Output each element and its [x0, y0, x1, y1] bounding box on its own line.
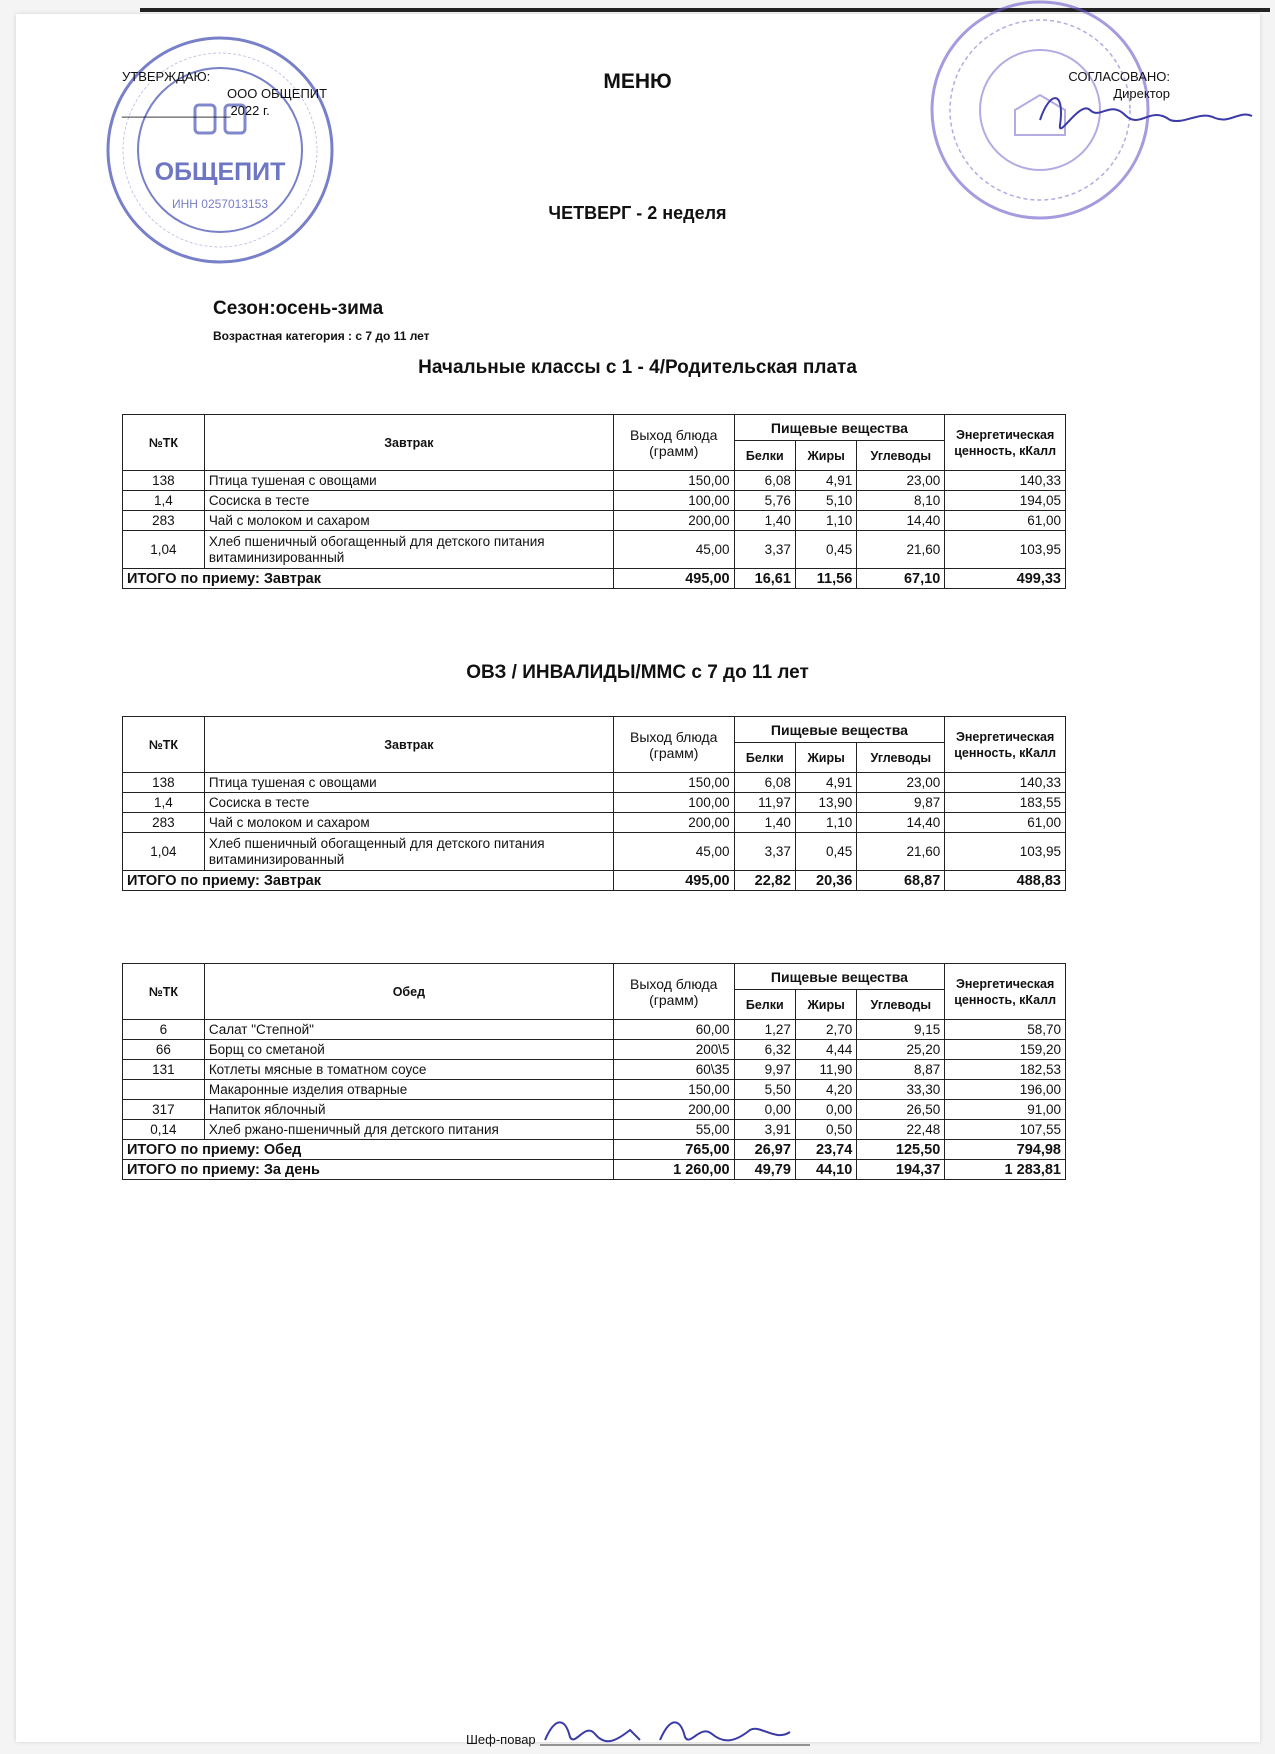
table-row: 0,14 Хлеб ржано-пшеничный для детского питания 55,00 3,91 0,50 22,48 107,55 — [123, 1120, 1066, 1140]
table-row: 317 Напиток яблочный 200,00 0,00 0,00 26,50 91,00 — [123, 1100, 1066, 1120]
table-row: 283 Чай с молоком и сахаром 200,00 1,40 1,10 14,40 61,00 — [123, 813, 1066, 833]
col-fat: Жиры — [795, 743, 856, 773]
table-row: 1,04 Хлеб пшеничный обогащенный для детского питания витаминизированный 45,00 3,37 0,45 21,60 103,95 — [123, 833, 1066, 871]
col-code: №ТК — [123, 717, 205, 773]
table-row: 1,4 Сосиска в тесте 100,00 5,76 5,10 8,10 194,05 — [123, 491, 1066, 511]
col-energy: Энергетическая ценность, кКалл — [945, 964, 1066, 1020]
col-energy: Энергетическая ценность, кКалл — [945, 415, 1066, 471]
col-nutrients: Пищевые вещества — [734, 717, 945, 743]
meal-title: Завтрак — [204, 717, 613, 773]
approve-date: _______________2022 г. — [122, 103, 270, 118]
menu-table-primary — [122, 414, 1066, 589]
col-protein: Белки — [734, 441, 795, 471]
page-title: МЕНЮ — [603, 70, 672, 93]
menu-table-special — [122, 716, 1066, 891]
stamp-inn: ИНН 0257013153 — [171, 197, 269, 211]
table-row: 138 Птица тушеная с овощами 150,00 6,08 4,91 23,00 140,33 — [123, 773, 1066, 793]
stamp-brand: ОБЩЕПИТ — [154, 158, 286, 186]
col-code: №ТК — [123, 415, 205, 471]
col-protein: Белки — [734, 990, 795, 1020]
day-title: ЧЕТВЕРГ - 2 неделя — [548, 203, 727, 223]
age-category: Возрастная категория : с 7 до 11 лет — [213, 329, 430, 343]
chef-signature — [540, 1712, 840, 1750]
col-carbs: Углеводы — [857, 441, 945, 471]
table-row: Макаронные изделия отварные 150,00 5,50 4,20 33,30 196,00 — [123, 1080, 1066, 1100]
section1-title: Начальные классы с 1 - 4/Родительская плата — [418, 357, 857, 378]
col-fat: Жиры — [795, 441, 856, 471]
table-row: 131 Котлеты мясные в томатном соусе 60\35 9,97 11,90 8,87 182,53 — [123, 1060, 1066, 1080]
total-row: ИТОГО по приему: Обед 765,00 26,97 23,74 125,50 794,98 — [123, 1140, 1066, 1160]
col-carbs: Углеводы — [857, 990, 945, 1020]
col-fat: Жиры — [795, 990, 856, 1020]
col-nutrients: Пищевые вещества — [734, 964, 945, 990]
table-row: 1,04 Хлеб пшеничный обогащенный для детского питания витаминизированный 45,00 3,37 0,45 21,60 103,95 — [123, 531, 1066, 569]
total-row: ИТОГО по приему: Завтрак 495,00 22,82 20,36 68,87 488,83 — [123, 871, 1066, 891]
company-stamp — [100, 30, 340, 270]
table-row: 138 Птица тушеная с овощами 150,00 6,08 4,91 23,00 140,33 — [123, 471, 1066, 491]
table-row: 6 Салат "Степной" 60,00 1,27 2,70 9,15 58,70 — [123, 1020, 1066, 1040]
col-yield: Выход блюда (грамм) — [613, 717, 734, 773]
menu-table-lunch — [122, 963, 1066, 1180]
table-row: 283 Чай с молоком и сахаром 200,00 1,40 1,10 14,40 61,00 — [123, 511, 1066, 531]
col-carbs: Углеводы — [857, 743, 945, 773]
col-yield: Выход блюда (грамм) — [613, 415, 734, 471]
col-code: №ТК — [123, 964, 205, 1020]
meal-title: Завтрак — [204, 415, 613, 471]
approve-label: УТВЕРЖДАЮ: — [122, 69, 211, 84]
day-total-row: ИТОГО по приему: За день 1 260,00 49,79 44,10 194,37 1 283,81 — [123, 1160, 1066, 1180]
table-row: 66 Борщ со сметаной 200\5 6,32 4,44 25,20 159,20 — [123, 1040, 1066, 1060]
chef-label: Шеф-повар — [466, 1732, 536, 1747]
col-nutrients: Пищевые вещества — [734, 415, 945, 441]
scan-edge — [140, 8, 1270, 12]
col-yield: Выход блюда (грамм) — [613, 964, 734, 1020]
total-row: ИТОГО по приему: Завтрак 495,00 16,61 11,56 67,10 499,33 — [123, 569, 1066, 589]
col-protein: Белки — [734, 743, 795, 773]
col-energy: Энергетическая ценность, кКалл — [945, 717, 1066, 773]
agree-label: СОГЛАСОВАНО: — [1068, 69, 1170, 84]
season-label: Сезон:осень-зима — [213, 298, 384, 319]
meal-title: Обед — [204, 964, 613, 1020]
agree-role: Директор — [1113, 86, 1170, 101]
section2-title: ОВЗ / ИНВАЛИДЫ/ММС с 7 до 11 лет — [466, 662, 809, 683]
table-row: 1,4 Сосиска в тесте 100,00 11,97 13,90 9,87 183,55 — [123, 793, 1066, 813]
org-name: ООО ОБЩЕПИТ — [227, 86, 328, 101]
